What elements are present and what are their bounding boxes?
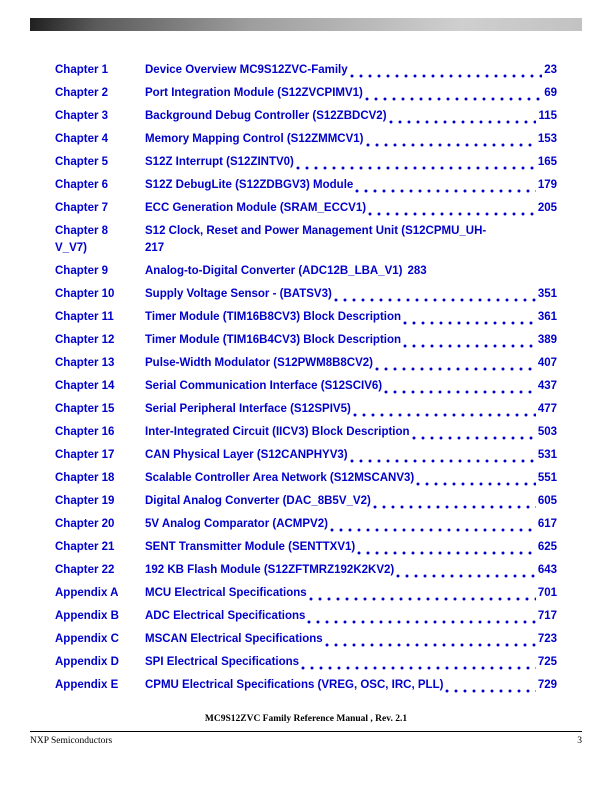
toc-entry-title: S12Z Interrupt (S12ZINTV0): [145, 156, 294, 168]
toc-entry-title-col: [145, 108, 557, 125]
toc-entry-label: Appendix C: [55, 633, 119, 645]
toc-entry-label-col: [55, 424, 145, 441]
toc-entry-label: Chapter 1: [55, 64, 109, 76]
toc-entry-label: Chapter 19: [55, 495, 115, 507]
toc-entry-title-col: [145, 378, 557, 395]
toc-entry[interactable]: [55, 424, 557, 441]
toc-entry-label: Chapter 18: [55, 472, 115, 484]
toc-entry-label-col: [55, 85, 145, 102]
toc-entry-label-col: [55, 154, 145, 171]
dot-leader: [334, 292, 536, 303]
toc-entry[interactable]: [55, 131, 557, 148]
toc-entry-title-col: [145, 154, 557, 171]
toc-entry-label-col: [55, 585, 145, 602]
toc-entry-title: MSCAN Electrical Specifications: [145, 633, 323, 645]
toc-entry-page: 389: [537, 334, 557, 346]
toc-entry-page: 217: [145, 242, 165, 254]
toc-entry-label: Chapter 9: [55, 265, 109, 277]
dot-leader: [325, 637, 536, 648]
toc-entry-title: CAN Physical Layer (S12CANPHYV3): [145, 449, 348, 461]
dot-leader: [445, 683, 535, 694]
toc-entry-label-wrap: V_V7): [55, 242, 87, 254]
toc-entry-page: 283: [407, 265, 427, 277]
toc-entry[interactable]: [55, 493, 557, 510]
toc-entry-label: Chapter 16: [55, 426, 115, 438]
dot-leader: [330, 522, 536, 533]
toc-entry-label: Appendix B: [55, 610, 119, 622]
toc-entry-title-col: [145, 608, 557, 625]
dot-leader: [403, 338, 536, 349]
toc-entry-label: Chapter 13: [55, 357, 115, 369]
toc-entry-label-col: [55, 200, 145, 217]
dot-leader: [373, 499, 536, 510]
toc-entry-label-col: [55, 677, 145, 694]
toc-entry-page: 407: [537, 357, 557, 369]
dot-leader: [366, 137, 536, 148]
toc-entry-title-col: [145, 131, 557, 148]
toc-entry-title-col: [145, 677, 557, 694]
dot-leader: [307, 614, 535, 625]
toc-entry-page: 723: [537, 633, 557, 645]
dot-leader: [384, 384, 536, 395]
toc-entry-title-col: [145, 539, 557, 556]
toc-entry[interactable]: [55, 378, 557, 395]
toc-entry-title: Serial Peripheral Interface (S12SPIV5): [145, 403, 351, 415]
toc-entry-title: Timer Module (TIM16B8CV3) Block Description: [145, 311, 402, 323]
toc-entry[interactable]: [55, 516, 557, 533]
dot-leader: [416, 476, 536, 487]
toc-entry[interactable]: [55, 263, 557, 280]
toc-entry-label: Chapter 14: [55, 380, 115, 392]
toc-entry-label: Chapter 6: [55, 179, 109, 191]
toc-entry-label-col: [55, 355, 145, 372]
toc-entry-label-col: [55, 177, 145, 194]
dot-leader: [350, 453, 536, 464]
toc-entry-label-col: [55, 378, 145, 395]
toc-entry-title: Background Debug Controller (S12ZBDCV2): [145, 110, 387, 122]
toc-entry-title-col: [145, 631, 557, 648]
toc-entry-title: S12 Clock, Reset and Power Management Unit (S12CPMU_UH-: [145, 225, 487, 237]
toc-entry-page: 205: [537, 202, 557, 214]
toc-entry-label-col: [55, 62, 145, 79]
dot-leader: [301, 660, 536, 671]
toc-entry-title: ECC Generation Module (SRAM_ECCV1): [145, 202, 367, 214]
toc-entry-label: Chapter 2: [55, 87, 109, 99]
toc-entry-title: SPI Electrical Specifications: [145, 656, 300, 668]
toc-entry-title: 192 KB Flash Module (S12ZFTMRZ192K2KV2): [145, 564, 395, 576]
toc-entry-page: 617: [537, 518, 557, 530]
dot-leader: [309, 591, 536, 602]
toc-entry[interactable]: [55, 154, 557, 171]
footer: [30, 736, 582, 746]
toc-entry-label-col: [55, 608, 145, 625]
toc-entry-title: Inter-Integrated Circuit (IICV3) Block Description: [145, 426, 410, 438]
toc-entry-page: 725: [537, 656, 557, 668]
toc-entry-title: Supply Voltage Sensor - (BATSV3): [145, 288, 332, 300]
toc-entry-title-col: [145, 332, 557, 349]
toc-entry[interactable]: [55, 608, 557, 625]
toc-entry-page: 69: [544, 87, 557, 99]
dot-leader: [375, 361, 536, 372]
toc-entry-title: ADC Electrical Specifications: [145, 610, 306, 622]
toc-entry-page: 605: [537, 495, 557, 507]
toc-entry-page: 701: [537, 587, 557, 599]
toc-entry[interactable]: [55, 539, 557, 556]
toc-entry-label: Chapter 7: [55, 202, 109, 214]
toc-entry-label: Chapter 21: [55, 541, 115, 553]
toc-entry-label-col: [55, 401, 145, 418]
toc-entry[interactable]: [55, 177, 557, 194]
toc-entry[interactable]: [55, 332, 557, 349]
toc-entry[interactable]: [55, 200, 557, 217]
toc-entry-label-col: [55, 108, 145, 125]
dot-leader: [368, 206, 536, 217]
toc-entry-page: 625: [537, 541, 557, 553]
toc-entry-title: Port Integration Module (S12ZVCPIMV1): [145, 87, 363, 99]
toc-list: [55, 62, 557, 700]
toc-entry-title-col: [145, 654, 557, 671]
dot-leader: [389, 114, 537, 125]
toc-entry-title: MCU Electrical Specifications: [145, 587, 307, 599]
toc-entry[interactable]: [55, 108, 557, 125]
toc-entry-label-col: [55, 562, 145, 579]
toc-entry-title: Device Overview MC9S12ZVC-Family: [145, 64, 348, 76]
footer-manual-title: MC9S12ZVC Family Reference Manual , Rev. 2.1: [204, 714, 408, 724]
toc-entry-title-col: [145, 493, 557, 510]
toc-entry-label: Chapter 5: [55, 156, 109, 168]
toc-entry-title-col: [145, 516, 557, 533]
toc-entry-label: Chapter 4: [55, 133, 109, 145]
toc-entry-label: Chapter 3: [55, 110, 109, 122]
toc-entry-label-col: [55, 131, 145, 148]
toc-entry[interactable]: [55, 62, 557, 79]
toc-entry-title: Scalable Controller Area Network (S12MSCANV3): [145, 472, 415, 484]
toc-entry-title: SENT Transmitter Module (SENTTXV1): [145, 541, 356, 553]
toc-entry-title: Analog-to-Digital Converter (ADC12B_LBA_V1): [145, 265, 403, 277]
dot-leader: [396, 568, 536, 579]
toc-entry-title: CPMU Electrical Specifications (VREG, OSC, IRC, PLL): [145, 679, 444, 691]
toc-entry-title: Digital Analog Converter (DAC_8B5V_V2): [145, 495, 371, 507]
toc-entry[interactable]: [55, 401, 557, 418]
toc-entry-title-col: [145, 85, 557, 102]
footer-publisher: NXP Semiconductors: [30, 736, 113, 746]
toc-entry[interactable]: [55, 562, 557, 579]
toc-entry-label-col: [55, 223, 145, 257]
toc-entry-title-col: [145, 424, 557, 441]
toc-entry[interactable]: [55, 585, 557, 602]
toc-entry-label: Chapter 10: [55, 288, 115, 300]
toc-entry-title-col: [145, 263, 557, 280]
toc-entry[interactable]: [55, 355, 557, 372]
toc-entry-label-col: [55, 332, 145, 349]
toc-entry-title-col: [145, 470, 557, 487]
toc-entry-label: Appendix E: [55, 679, 119, 691]
header-decoration-bar: [30, 18, 582, 31]
footer-page-number: 3: [577, 736, 582, 746]
toc-entry[interactable]: [55, 286, 557, 303]
dot-leader: [355, 183, 536, 194]
toc-entry-page: 477: [537, 403, 557, 415]
toc-entry-title-col: [145, 562, 557, 579]
toc-entry-page: 361: [537, 311, 557, 323]
toc-entry-title: 5V Analog Comparator (ACMPV2): [145, 518, 328, 530]
toc-entry-page: 717: [537, 610, 557, 622]
toc-entry[interactable]: [55, 223, 557, 257]
toc-entry-label-col: [55, 286, 145, 303]
dot-leader: [403, 315, 536, 326]
toc-entry-page: 153: [537, 133, 557, 145]
toc-entry-label: Appendix A: [55, 587, 119, 599]
dot-leader: [296, 160, 536, 171]
toc-entry-page: 643: [537, 564, 557, 576]
dot-leader: [365, 91, 542, 102]
toc-entry-label-col: [55, 263, 145, 280]
toc-entry[interactable]: [55, 309, 557, 326]
toc-entry-page: 503: [537, 426, 557, 438]
toc-entry-page: 531: [537, 449, 557, 461]
toc-entry-label-col: [55, 631, 145, 648]
toc-entry-page: 179: [537, 179, 557, 191]
toc-entry-title-col: [145, 177, 557, 194]
toc-entry-label-col: [55, 309, 145, 326]
toc-entry-label-col: [55, 493, 145, 510]
toc-entry-title-col: [145, 223, 557, 257]
toc-entry-label-col: [55, 516, 145, 533]
toc-entry-title-col: [145, 401, 557, 418]
toc-entry-label-col: [55, 654, 145, 671]
toc-entry-title-col: [145, 585, 557, 602]
toc-entry-title-col: [145, 286, 557, 303]
dot-leader: [350, 68, 543, 79]
toc-entry-page: 23: [544, 64, 557, 76]
toc-entry[interactable]: [55, 470, 557, 487]
toc-entry-label: Chapter 8: [55, 225, 109, 237]
toc-entry-label: Appendix D: [55, 656, 119, 668]
footer-divider: [30, 731, 582, 732]
toc-entry-label: Chapter 17: [55, 449, 115, 461]
toc-entry-label-col: [55, 470, 145, 487]
toc-entry-title-col: [145, 447, 557, 464]
dot-leader: [357, 545, 536, 556]
toc-entry-title-col: [145, 200, 557, 217]
toc-entry-title: Serial Communication Interface (S12SCIV6): [145, 380, 383, 392]
toc-entry-page: 115: [538, 110, 557, 122]
toc-entry-title: S12Z DebugLite (S12ZDBGV3) Module: [145, 179, 354, 191]
toc-entry-label: Chapter 22: [55, 564, 115, 576]
toc-entry-label: Chapter 15: [55, 403, 115, 415]
dot-leader: [412, 430, 536, 441]
toc-entry-page: 551: [537, 472, 557, 484]
toc-entry-page: 437: [537, 380, 557, 392]
toc-entry-label: Chapter 20: [55, 518, 115, 530]
toc-entry-label-col: [55, 447, 145, 464]
toc-entry-title-col: [145, 309, 557, 326]
toc-entry-title: Pulse-Width Modulator (S12PWM8B8CV2): [145, 357, 373, 369]
toc-entry-title-col: [145, 62, 557, 79]
toc-entry-title-col: [145, 355, 557, 372]
dot-leader: [353, 407, 536, 418]
toc-entry-page: 351: [537, 288, 557, 300]
toc-entry-title: Timer Module (TIM16B4CV3) Block Description: [145, 334, 402, 346]
toc-entry[interactable]: [55, 677, 557, 694]
toc-entry[interactable]: [55, 447, 557, 464]
toc-entry-title: Memory Mapping Control (S12ZMMCV1): [145, 133, 364, 145]
toc-entry-label-col: [55, 539, 145, 556]
toc-entry-page: 729: [537, 679, 557, 691]
toc-entry[interactable]: [55, 85, 557, 102]
toc-entry[interactable]: [55, 631, 557, 648]
toc-entry-page: 165: [537, 156, 557, 168]
toc-entry-label: Chapter 11: [55, 311, 114, 323]
toc-entry[interactable]: [55, 654, 557, 671]
toc-entry-label: Chapter 12: [55, 334, 115, 346]
